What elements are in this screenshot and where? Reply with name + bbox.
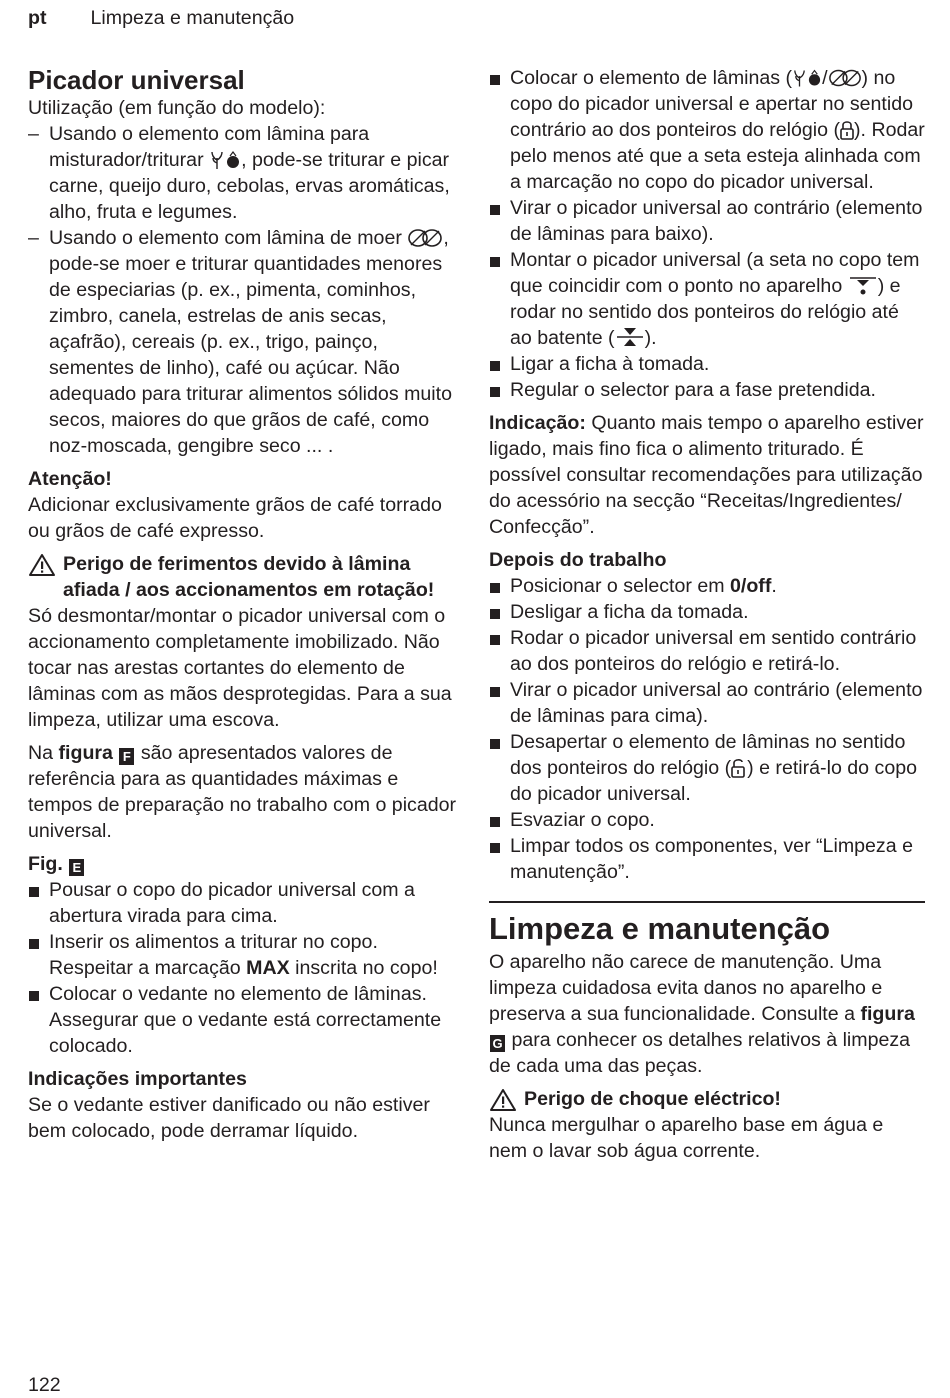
- step-text: ) no copo do picador universal e apertar no sentido contrário ao dos ponteiros do relógio (: [510, 67, 914, 141]
- list-item: [489, 377, 925, 403]
- list-item: [489, 833, 925, 885]
- step-text: Desligar a ficha da tomada.: [510, 601, 749, 623]
- list-item: [489, 195, 925, 247]
- square-bullet-icon: [490, 817, 500, 827]
- list-item: [489, 677, 925, 729]
- usage-intro: Utilização (em função do modelo):: [28, 97, 326, 119]
- step-text: Colocar o vedante no elemento de lâminas. Assegurar que o vedante está correctamente colocado.: [49, 983, 442, 1057]
- figure-letter-badge: F: [119, 748, 134, 765]
- lock-open-icon: [731, 758, 747, 778]
- step-text: Posicionar o selector em: [510, 575, 725, 597]
- square-bullet-icon: [490, 739, 500, 749]
- list-item: [489, 807, 925, 833]
- steps-list: [28, 877, 460, 1059]
- list-item: [489, 247, 925, 351]
- step-text: Esvaziar o copo.: [510, 809, 655, 831]
- usage-text: , pode-se triturar e picar carne, queijo duro, cebolas, ervas aromáticas, alho, fruta e legumes.: [49, 149, 450, 223]
- note-label: Indicação:: [489, 412, 586, 434]
- square-bullet-icon: [29, 939, 39, 949]
- language-code: pt: [28, 7, 47, 29]
- step-text: ).: [644, 327, 657, 349]
- list-item: [28, 981, 460, 1059]
- usage-text: Usando o elemento com lâmina de moer: [49, 227, 402, 249]
- square-bullet-icon: [490, 75, 500, 85]
- shock-title: Perigo de choque eléctrico!: [524, 1088, 781, 1110]
- step-text: Limpar todos os componentes, ver “Limpeza e manutenção”.: [510, 835, 913, 883]
- list-item: [28, 225, 460, 459]
- square-bullet-icon: [490, 583, 500, 593]
- square-bullet-icon: [490, 361, 500, 371]
- header-title: Limpeza e manutenção: [90, 7, 295, 29]
- step-text: inscrita no copo!: [295, 957, 438, 979]
- figure-intro: são apresentados valores de referência para as quantidades máximas e tempos de preparação no trabalho com o picador universal.: [28, 742, 457, 842]
- attention-title: Atenção!: [28, 468, 112, 490]
- figure-letter-badge: G: [490, 1035, 505, 1052]
- attention-text: Adicionar exclusivamente grãos de café torrado ou grãos de café expresso.: [28, 494, 442, 542]
- usage-text: Usando o elemento com lâmina para misturador/triturar: [49, 123, 370, 171]
- lock-closed-icon: [840, 120, 854, 140]
- grinder-blade-icon: [828, 68, 862, 88]
- square-bullet-icon: [29, 887, 39, 897]
- list-item: [489, 573, 925, 599]
- note-paragraph: [489, 410, 925, 540]
- step-text: Inserir os alimentos a triturar no copo. Respeitar a marcação: [49, 931, 378, 979]
- assembly-steps: [489, 65, 925, 403]
- warning-triangle-icon: [28, 553, 56, 577]
- step-text: Ligar a ficha à tomada.: [510, 353, 710, 375]
- square-bullet-icon: [490, 843, 500, 853]
- step-text: Virar o picador universal ao contrário (elemento de lâminas para cima).: [510, 679, 923, 727]
- max-mark: MAX: [246, 957, 290, 979]
- square-bullet-icon: [490, 205, 500, 215]
- step-text: ) e retirá-lo do copo do picador universal.: [510, 757, 918, 805]
- step-text: ) e rodar no sentido dos ponteiros do relógio até ao batente (: [510, 275, 901, 349]
- section-title-cleaning: Limpeza e manutenção: [489, 911, 831, 946]
- list-item: [28, 877, 460, 929]
- square-bullet-icon: [490, 387, 500, 397]
- step-text: Rodar o picador universal em sentido contrário ao dos ponteiros do relógio e retirá-lo.: [510, 627, 917, 675]
- left-column: [28, 65, 460, 1144]
- square-bullet-icon: [490, 609, 500, 619]
- page-number: 122: [28, 1374, 61, 1396]
- mixer-blade-icon: [792, 68, 822, 88]
- cleaning-intro: O aparelho não carece de manutenção. Uma limpeza cuidadosa evita danos no aparelho e preserva a sua funcionalidade. Consulte a: [489, 951, 883, 1025]
- off-position: 0/off: [730, 575, 772, 597]
- square-bullet-icon: [490, 687, 500, 697]
- figure-word: figura: [860, 1003, 915, 1025]
- step-text: Colocar o elemento de lâminas (: [510, 67, 793, 89]
- note-text: Quanto mais tempo o aparelho estiver ligado, mais fino fica o alimento triturado. É possível consultar recomendações para utilização do acessório na secção “Receitas/Ingredientes/ Confecção”.: [489, 412, 924, 538]
- list-item: [28, 929, 460, 981]
- step-text: Montar o picador universal (a seta no copo tem que coincidir com o ponto no aparelho: [510, 249, 920, 297]
- step-text: Pousar o copo do picador universal com a abertura virada para cima.: [49, 879, 415, 927]
- right-column: [489, 65, 925, 1164]
- square-bullet-icon: [490, 257, 500, 267]
- danger-warning: [28, 551, 460, 603]
- list-item: [489, 625, 925, 677]
- shock-text: Nunca mergulhar o aparelho base em água e nem o lavar sob água corrente.: [489, 1114, 884, 1162]
- danger-text: Só desmontar/montar o picador universal com o accionamento completamente imobilizado. Não tocar nas arestas cortantes do elemento de lâminas com as mãos desprotegidas. Para a sua limpeza, utilizar uma escova.: [28, 605, 452, 731]
- danger-title: Perigo de ferimentos devido à lâmina afiada / aos accionamentos em rotação!: [63, 553, 435, 601]
- step-text: Desapertar o elemento de lâminas no sentido dos ponteiros do relógio (: [510, 731, 906, 779]
- step-text: Virar o picador universal ao contrário (elemento de lâminas para baixo).: [510, 197, 923, 245]
- list-item: [28, 121, 460, 225]
- figure-reference: [28, 740, 460, 844]
- fig-e-label: [28, 851, 460, 877]
- cleaning-text: [489, 949, 925, 1079]
- square-bullet-icon: [490, 635, 500, 645]
- warning-triangle-icon: [489, 1088, 517, 1112]
- step-text: .: [771, 575, 777, 597]
- step-text: Regular o selector para a fase pretendida.: [510, 379, 876, 401]
- page-header: [28, 5, 294, 31]
- section-title-picador: Picador universal: [28, 65, 245, 95]
- list-item: [489, 599, 925, 625]
- after-work-title: Depois do trabalho: [489, 549, 667, 571]
- fig-label: Fig.: [28, 853, 63, 875]
- important-text: Se o vedante estiver danificado ou não estiver bem colocado, pode derramar líquido.: [28, 1094, 430, 1142]
- mixer-blade-icon: [209, 150, 241, 170]
- list-item: [489, 729, 925, 807]
- cleaning-intro: para conhecer os detalhes relativos à limpeza de cada uma das peças.: [489, 1029, 911, 1077]
- shock-warning: [489, 1086, 925, 1112]
- grinder-blade-icon: [407, 228, 443, 248]
- square-bullet-icon: [29, 991, 39, 1001]
- list-item: [489, 65, 925, 195]
- usage-list: [28, 121, 460, 459]
- list-item: [489, 351, 925, 377]
- figure-intro: Na: [28, 742, 54, 764]
- step-text: /: [822, 67, 828, 89]
- arrow-stop-icon: [615, 326, 645, 348]
- usage-text: , pode-se moer e triturar quantidades menores de especiarias (p. ex., pimenta, cominhos, zimbro, canela, estrelas de anis secas, açafrão), cereais (p. ex., trigo, painço, sementes de linho), café ou açúcar. Não adequado para triturar alimentos sólidos muito secos, maiores do que grãos de café, como noz-moscada, gengibre seco ... .: [49, 227, 452, 457]
- after-work-steps: [489, 573, 925, 885]
- figure-word: figura: [58, 742, 113, 764]
- figure-letter-badge: E: [69, 859, 84, 876]
- step-text: ). Rodar pelo menos até que a seta esteja alinhada com a marcação no copo do picador universal.: [510, 119, 925, 193]
- important-title: Indicações importantes: [28, 1068, 247, 1090]
- arrow-dot-icon: [848, 274, 878, 296]
